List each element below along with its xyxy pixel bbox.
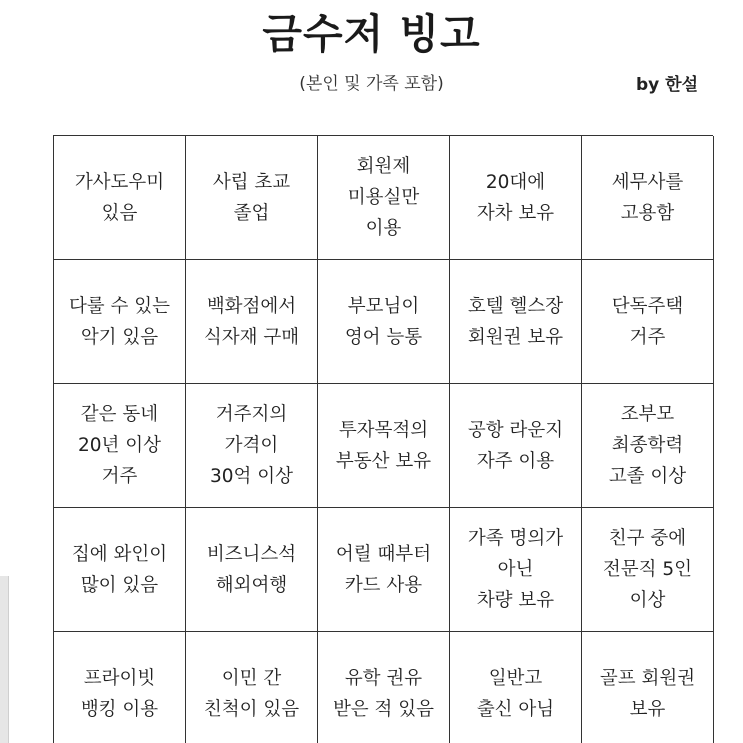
bingo-cell-text: 친구 중에 전문직 5인 이상 bbox=[602, 528, 693, 611]
bingo-cell bbox=[582, 384, 714, 508]
bingo-cell-text: 일반고 출신 아님 bbox=[476, 667, 555, 720]
bingo-cell bbox=[186, 632, 318, 743]
bingo-cell bbox=[450, 632, 582, 743]
bingo-cell-text: 다룰 수 있는 악기 있음 bbox=[68, 295, 171, 348]
bingo-cell bbox=[318, 508, 450, 632]
bingo-cell-text: 단독주택 거주 bbox=[611, 295, 684, 348]
bingo-cell-text: 골프 회원권 보유 bbox=[599, 667, 696, 720]
bingo-cell-text: 프라이빗 뱅킹 이용 bbox=[80, 667, 159, 720]
bingo-cell-text: 이민 간 친척이 있음 bbox=[203, 667, 300, 720]
bingo-board bbox=[53, 135, 713, 743]
bingo-cell bbox=[186, 136, 318, 260]
bingo-cell-text: 부모님이 영어 능통 bbox=[344, 295, 423, 348]
bingo-cell bbox=[54, 260, 186, 384]
bingo-cell-text: 공항 라운지 자주 이용 bbox=[467, 419, 564, 472]
bingo-cell bbox=[318, 632, 450, 743]
bingo-cell-text: 사립 초교 졸업 bbox=[212, 171, 291, 224]
bingo-cell-text: 백화점에서 식자재 구매 bbox=[203, 295, 300, 348]
bingo-cell-text: 20대에 자차 보유 bbox=[476, 171, 555, 224]
bingo-cell-text: 세무사를 고용함 bbox=[611, 171, 684, 224]
bingo-cell-text: 가사도우미 있음 bbox=[74, 171, 165, 224]
bingo-cell bbox=[186, 384, 318, 508]
bingo-cell bbox=[318, 260, 450, 384]
page-edge-strip bbox=[0, 576, 9, 743]
page-title: 금수저 빙고 bbox=[262, 10, 481, 58]
bingo-cell bbox=[318, 136, 450, 260]
bingo-cell-text: 호텔 헬스장 회원권 보유 bbox=[467, 295, 564, 348]
bingo-cell-text: 거주지의 가격이 30억 이상 bbox=[209, 404, 294, 487]
bingo-cell-text: 집에 와인이 많이 있음 bbox=[71, 543, 168, 596]
author-credit: by 한설 bbox=[636, 75, 699, 95]
bingo-cell bbox=[186, 508, 318, 632]
bingo-cell bbox=[450, 384, 582, 508]
bingo-cell bbox=[582, 508, 714, 632]
bingo-cell-text: 회원제 미용실만 이용 bbox=[347, 156, 420, 239]
bingo-cell bbox=[582, 260, 714, 384]
bingo-cell-text: 비즈니스석 해외여행 bbox=[206, 543, 297, 596]
bingo-cell bbox=[54, 632, 186, 743]
bingo-cell bbox=[450, 136, 582, 260]
bingo-cell bbox=[54, 384, 186, 508]
bingo-cell bbox=[186, 260, 318, 384]
bingo-cell bbox=[318, 384, 450, 508]
bingo-cell bbox=[450, 508, 582, 632]
bingo-cell-text: 투자목적의 부동산 보유 bbox=[335, 419, 432, 472]
bingo-cell-text: 가족 명의가 아닌 차량 보유 bbox=[467, 528, 564, 611]
bingo-cell bbox=[450, 260, 582, 384]
bingo-cell-text: 조부모 최종학력 고졸 이상 bbox=[608, 404, 687, 487]
bingo-cell bbox=[54, 508, 186, 632]
bingo-cell-text: 유학 권유 받은 적 있음 bbox=[332, 667, 435, 720]
bingo-cell-text: 어릴 때부터 카드 사용 bbox=[335, 543, 432, 596]
bingo-cell bbox=[582, 136, 714, 260]
page-subtitle: (본인 및 가족 포함) bbox=[299, 74, 444, 94]
bingo-cell bbox=[582, 632, 714, 743]
bingo-cell bbox=[54, 136, 186, 260]
bingo-cell-text: 같은 동네 20년 이상 거주 bbox=[77, 404, 162, 487]
